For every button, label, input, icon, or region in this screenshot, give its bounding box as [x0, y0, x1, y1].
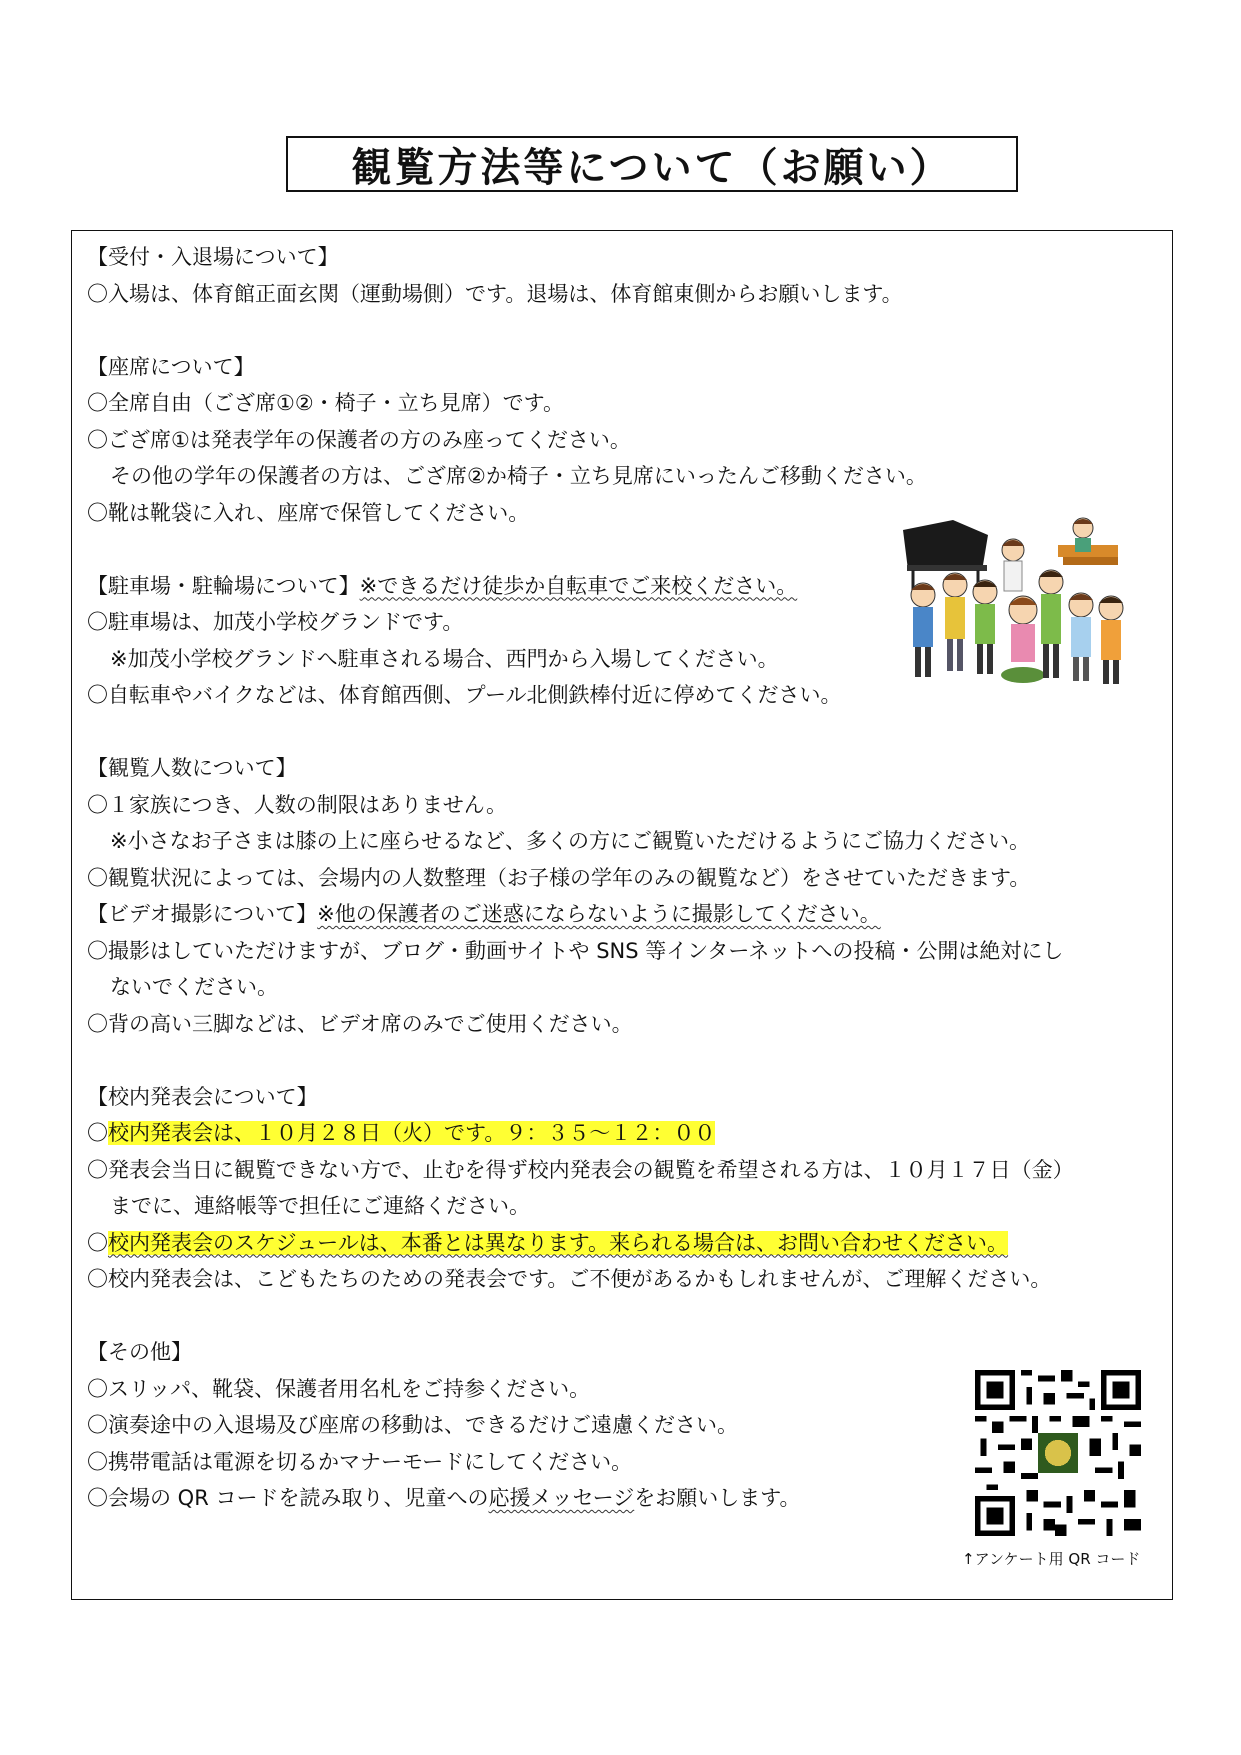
- video-item-2: 〇背の高い三脚などは、ビデオ席のみでご使用ください。: [87, 1011, 633, 1036]
- seating-heading: 【座席について】: [87, 354, 255, 379]
- school-item-2-cont: までに、連絡帳等で担任にご連絡ください。: [110, 1194, 530, 1218]
- school-item-3-line: [87, 1225, 1162, 1262]
- seating-item-3: その他の学年の保護者の方は、ござ席②か椅子・立ち見席にいったんご移動ください。: [110, 464, 927, 488]
- school-heading: 【校内発表会について】: [87, 1084, 318, 1109]
- other-item-4-post: をお願いします。: [634, 1486, 801, 1510]
- school-item-1-line: [87, 1115, 1162, 1152]
- other-item-1: 〇スリッパ、靴袋、保護者用名札をご持参ください。: [87, 1376, 591, 1401]
- parking-heading: 【駐車場・駐輪場について】: [87, 573, 360, 598]
- page-title: 観覧方法等について（お願い）: [351, 144, 953, 191]
- school-item-2: 〇発表会当日に観覧できない方で、止むを得ず校内発表会の観覧を希望される方は、１０月１７日（金）: [87, 1157, 1074, 1182]
- other-item-2: 〇演奏途中の入退場及び座席の移動は、できるだけご遠慮ください。: [87, 1413, 738, 1437]
- school-item-3: 校内発表会のスケジュールは、本番とは異なります。来られる場合は、お問い合わせください。: [108, 1230, 1009, 1255]
- seating-item-4: 〇靴は靴袋に入れ、座席で保管してください。: [87, 500, 530, 525]
- qr-code-icon[interactable]: [975, 1370, 1141, 1536]
- video-item-1-cont: ないでください。: [110, 975, 278, 999]
- notice-content: [87, 239, 1162, 1517]
- school-item-1-mark: 〇: [87, 1121, 108, 1145]
- audience-item-1: 〇１家族につき、人数の制限はありません。: [87, 792, 507, 817]
- other-item-3: 〇携帯電話は電源を切るかマナーモードにしてください。: [87, 1449, 633, 1474]
- title-box: [286, 136, 1018, 192]
- parking-item-1: 〇駐車場は、加茂小学校グランドです。: [87, 610, 464, 634]
- school-item-4: 〇校内発表会は、こどもたちのための発表会です。ご不便があるかもしれませんが、ご理解ください。: [87, 1267, 1052, 1291]
- video-note: ※他の保護者のご迷惑にならないように撮影してください。: [317, 902, 881, 926]
- audience-item-3: 〇観覧状況によっては、会場内の人数整理（お子様の学年のみの観覧など）をさせていただきます。: [87, 865, 1031, 890]
- audience-heading: 【観覧人数について】: [87, 756, 297, 780]
- other-item-4-underlined: 応援メッセージ: [488, 1486, 635, 1510]
- children-band-illustration: [893, 510, 1151, 690]
- reception-item-1: 〇入場は、体育館正面玄関（運動場側）です。退場は、体育館東側からお願いします。: [87, 281, 903, 306]
- parking-item-2: ※加茂小学校グランドへ駐車される場合、西門から入場してください。: [110, 646, 779, 671]
- parking-item-3: 〇自転車やバイクなどは、体育館西側、プール北側鉄棒付近に停めてください。: [87, 683, 842, 707]
- seating-item-1: 〇全席自由（ござ席①②・椅子・立ち見席）です。: [87, 391, 564, 415]
- seating-item-2: 〇ござ席①は発表学年の保護者の方のみ座ってください。: [87, 427, 631, 452]
- qr-caption: ↑アンケート用 QR コード: [962, 1550, 1141, 1568]
- audience-item-2: ※小さなお子さまは膝の上に座らせるなど、多くの方にご観覧いただけるようにご協力ください。: [110, 829, 1030, 853]
- school-item-3-mark: 〇: [87, 1230, 108, 1255]
- video-item-1: 〇撮影はしていただけますが、ブログ・動画サイトや SNS 等インターネットへの投稿・公開は絶対にし: [87, 938, 1064, 963]
- video-heading: 【ビデオ撮影について】: [87, 902, 318, 926]
- other-item-4-pre: 〇会場の QR コードを読み取り、児童への: [87, 1486, 489, 1510]
- reception-heading: 【受付・入退場について】: [87, 245, 339, 269]
- parking-note: ※できるだけ徒歩か自転車でご来校ください。: [359, 573, 798, 598]
- school-item-1: 校内発表会は、１０月２８日（火）です。９：３５～１２：００: [108, 1121, 716, 1145]
- video-heading-line: [87, 896, 1162, 933]
- other-heading: 【その他】: [87, 1340, 192, 1364]
